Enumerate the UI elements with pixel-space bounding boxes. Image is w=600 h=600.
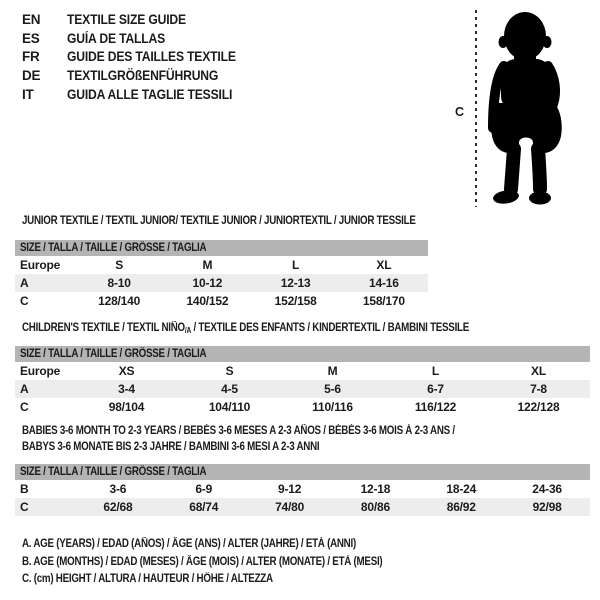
babies-table-title [22,424,455,455]
table-cell: 74/80 [275,500,305,514]
table-cell: 14-16 [369,276,399,290]
table-cell: 3-4 [118,382,135,396]
table-cell: 80/86 [360,500,390,514]
table-cell: 6-7 [427,382,444,396]
table-cell: 4-5 [221,382,238,396]
row-label: C [20,400,29,414]
table-cell: 158/170 [362,294,405,308]
table-cell: 68/74 [189,500,219,514]
table-cell: M [202,258,213,272]
footnote-c: C. (cm) HEIGHT / ALTURA / HAUTEUR / HÖHE / ALTEZZA [22,573,273,585]
table-row [15,292,428,310]
children-title-subscript: /A [184,326,192,335]
size-header-text: SIZE / TALLA / TAILLE / GRÖSSE / TAGLIA [20,466,207,478]
toddler-silhouette [481,9,573,208]
language-title: GUIDA ALLE TAGLIE TESSILI [67,87,233,103]
children-size-table [15,346,590,416]
table-cell: 86/92 [446,500,476,514]
babies-size-table [15,464,590,516]
table-cell: 110/116 [312,400,353,414]
table-cell: XL [376,258,392,272]
height-measure-dashed-line [475,10,477,207]
table-cell: 62/68 [103,500,133,514]
table-cell: 3-6 [109,482,127,496]
table-cell: 24-36 [532,482,562,496]
table-cell: XS [118,364,135,378]
row-label: B [20,482,29,496]
table-cell: 128/140 [98,294,141,308]
table-row [15,480,590,498]
size-header-bar [15,240,428,256]
language-code: DE [22,68,41,84]
language-title: TEXTILE SIZE GUIDE [67,11,186,27]
table-cell: 122/128 [517,400,560,414]
junior-size-table [15,240,428,310]
language-code: EN [22,11,41,27]
children-title-suffix: / TEXTILE DES ENFANTS / KINDERTEXTIL / BAMBINI TESSILE [191,322,470,334]
row-label: Europe [20,364,61,378]
footnote-b: B. AGE (MONTHS) / EDAD (MESES) / ÂGE (MOIS) / ALTER (MONATE) / ETÀ (MESI) [22,555,383,568]
table-cell: XL [531,364,546,378]
table-cell: L [431,364,440,378]
table-row [15,380,590,398]
table-cell: 104/110 [208,400,251,414]
size-header-text: SIZE / TALLA / TAILLE / GRÖSSE / TAGLIA [20,348,207,360]
table-cell: S [225,364,234,378]
row-label: A [20,382,29,396]
table-cell: 12-13 [280,276,311,290]
junior-table-title: JUNIOR TEXTILE / TEXTIL JUNIOR/ TEXTILE JUNIOR / JUNIORTEXTIL / JUNIOR TESSILE [22,215,416,227]
language-row-es [22,29,255,48]
table-row [15,274,428,292]
table-cell: M [327,364,338,378]
table-cell: 9-12 [277,482,302,496]
size-header-bar [15,464,590,480]
table-row [15,498,590,516]
table-cell: L [292,258,300,272]
row-label: C [20,294,29,308]
table-row [15,398,590,416]
table-cell: 18-24 [446,482,477,496]
language-code: IT [22,87,34,103]
language-row-fr [22,48,255,67]
footnote-a: A. AGE (YEARS) / EDAD (AÑOS) / ÂGE (ANS) / ALTER (JAHRE) / ETÀ (ANNI) [22,538,356,550]
row-label: Europe [20,258,61,272]
table-cell: 98/104 [108,400,145,414]
language-row-en [22,10,255,29]
babies-title-line1: BABIES 3-6 MONTH TO 2-3 YEARS / BEBÉS 3-6 MESES A 2-3 AÑOS / BÉBÉS 3-6 MOIS À 2-3 ANS / [22,425,455,437]
table-cell: 6-9 [195,482,213,496]
size-header-text: SIZE / TALLA / TAILLE / GRÖSSE / TAGLIA [20,242,207,254]
table-cell: S [115,258,124,272]
table-cell: 116/122 [414,400,457,414]
measure-label-c: C [455,105,465,119]
table-cell: 7-8 [530,382,547,396]
language-title: GUÍA DE TALLAS [67,30,166,46]
table-cell: 92/98 [532,500,562,514]
table-cell: 10-12 [192,276,223,290]
children-table-title [22,322,469,335]
size-header-bar [15,346,590,362]
row-label: C [20,500,29,514]
table-cell: 5-6 [324,382,341,396]
table-cell: 140/152 [186,294,229,308]
table-cell: 12-18 [360,482,391,496]
language-row-de [22,66,255,85]
language-title: GUIDE DES TAILLES TEXTILE [67,49,236,65]
language-row-it [22,85,255,104]
table-row [15,256,428,274]
row-label: A [20,276,29,290]
language-title-block [22,10,255,104]
language-code: ES [22,30,40,46]
table-cell: 8-10 [107,276,131,290]
language-title: TEXTILGRÖßENFÜHRUNG [67,68,219,84]
language-code: FR [22,49,40,65]
children-title-prefix: CHILDREN'S TEXTILE / TEXTIL NIÑO [22,322,185,334]
footnotes-block [22,536,446,589]
table-row [15,362,590,380]
babies-title-line2: BABYS 3-6 MONATE BIS 2-3 JAHRE / BAMBINI 3-6 MESI A 2-3 ANNI [22,440,320,453]
table-cell: 152/158 [274,294,317,308]
